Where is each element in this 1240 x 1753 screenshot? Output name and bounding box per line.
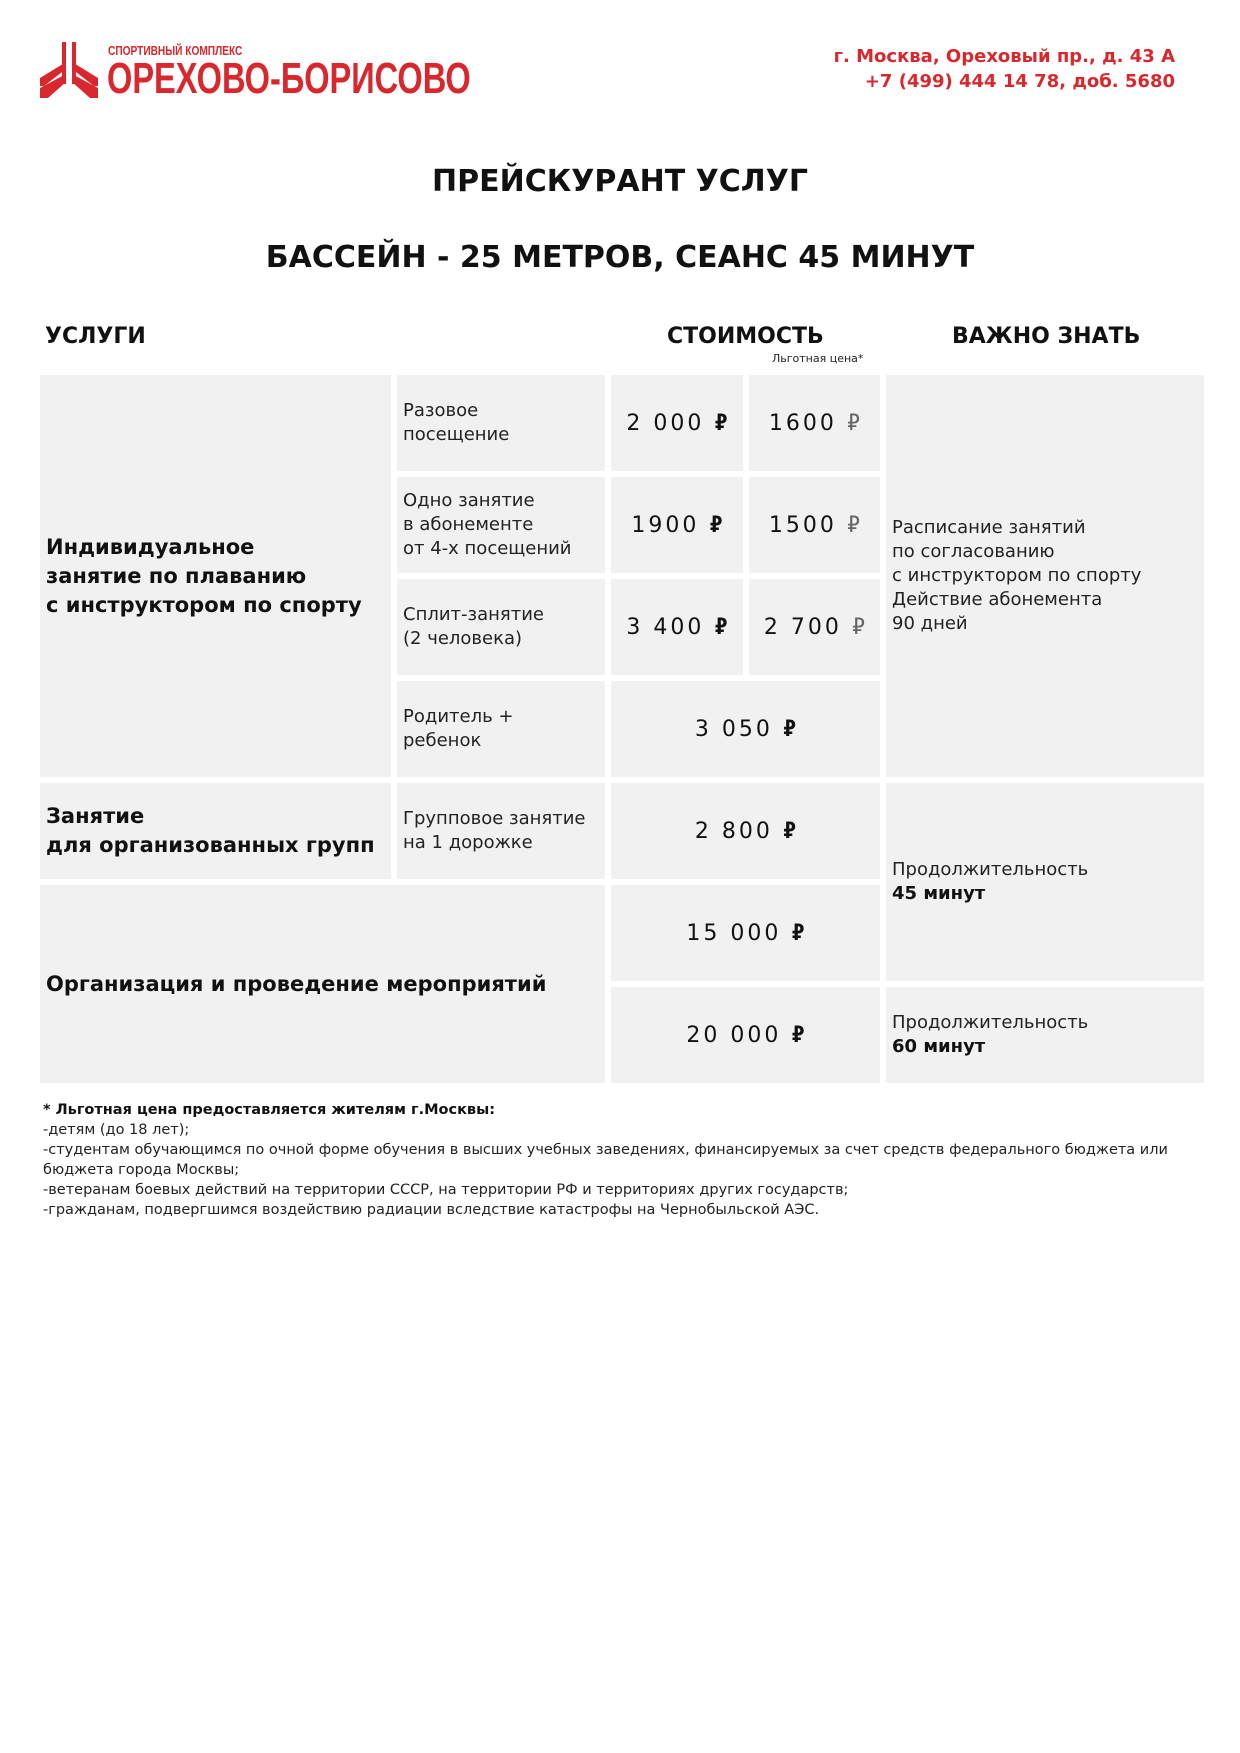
page-subtitle: БАССЕЙН - 25 МЕТРОВ, СЕАНС 45 МИНУТ — [265, 240, 975, 275]
column-header-important: ВАЖНО ЗНАТЬ — [952, 324, 1141, 349]
price: 3 400 — [626, 614, 705, 640]
service-name: Организация и проведение мероприятий — [46, 971, 547, 996]
price-cell — [611, 987, 880, 1083]
price: 1900 — [631, 512, 700, 538]
option-label: Сплит-занятие (2 человека) — [403, 604, 544, 649]
note-text: Расписание занятий по согласованию с инструктором по спорту Действие абонемента 90 дней — [892, 517, 1142, 634]
column-header-services: УСЛУГИ — [45, 324, 146, 349]
price: 20 000 — [686, 1022, 782, 1048]
rub-icon: ₽ — [714, 614, 728, 640]
footnote-item: -ветеранам боевых действий на территории СССР, на территории РФ и территориях других государств; — [43, 1182, 849, 1198]
note-cell — [886, 987, 1204, 1083]
option-cell — [397, 579, 605, 675]
duration-label: Продолжительность — [892, 1012, 1089, 1033]
service-name-cell — [40, 885, 605, 1083]
duration-value: 60 минут — [892, 1036, 986, 1057]
service-name-cell — [40, 375, 391, 777]
duration-label: Продолжительность — [892, 859, 1089, 880]
price: 2 000 — [626, 410, 705, 436]
option-label: Одно занятие в абонементе от 4-х посещений — [403, 490, 572, 559]
price-cell — [611, 375, 743, 471]
price: 3 050 — [694, 716, 773, 742]
logo-name: ОРЕХОВО-БОРИСОВО — [107, 54, 471, 103]
rub-icon: ₽ — [846, 410, 861, 436]
logo-kicker: СПОРТИВНЫЙ КОМПЛЕКС — [108, 43, 243, 58]
discount-price-caption: Льготная цена* — [772, 352, 864, 365]
rub-icon: ₽ — [714, 410, 728, 436]
note-cell — [886, 783, 1204, 981]
option-label: Родитель + ребенок — [403, 706, 514, 751]
footnote-item: -студентам обучающимся по очной форме обучения в высших учебных заведениях, финансируемых за счет средств федерального бюджета или бюджета города Москвы; — [43, 1142, 1168, 1178]
column-header-cost: СТОИМОСТЬ — [667, 324, 824, 349]
option-cell — [397, 477, 605, 573]
page-title: ПРЕЙСКУРАНТ УСЛУГ — [432, 164, 808, 199]
option-cell — [397, 783, 605, 879]
rub-icon: ₽ — [709, 512, 723, 538]
duration-value: 45 минут — [892, 883, 986, 904]
rub-icon: ₽ — [782, 716, 797, 742]
discount-price-cell — [749, 579, 880, 675]
logo-emblem-icon — [40, 42, 98, 100]
option-label: Групповое занятие на 1 дорожке — [403, 808, 586, 853]
footnote-item: -детям (до 18 лет); — [43, 1122, 190, 1138]
contact-block — [834, 44, 1175, 94]
discount-price: 1600 — [768, 410, 837, 436]
price: 2 800 — [694, 818, 773, 844]
service-name: Занятие для организованных групп — [46, 804, 375, 857]
price: 15 000 — [686, 920, 782, 946]
discount-price: 1500 — [768, 512, 837, 538]
rub-icon: ₽ — [791, 920, 805, 946]
service-name: Индивидуальное занятие по плаванию с инструктором по спорту — [46, 534, 362, 617]
rub-icon: ₽ — [782, 818, 797, 844]
option-cell — [397, 375, 605, 471]
address: г. Москва, Ореховый пр., д. 43 А — [833, 46, 1175, 67]
price-cell — [611, 783, 880, 879]
discount-price-cell — [749, 375, 880, 471]
footnote-item: -гражданам, подвергшимся воздействию радиации вследствие катастрофы на Чернобыльской АЭС. — [43, 1202, 820, 1218]
discount-price-cell — [749, 477, 880, 573]
footnote — [43, 1100, 1213, 1220]
option-cell — [397, 681, 605, 777]
service-name-cell — [40, 783, 391, 879]
phone: +7 (499) 444 14 78, доб. 5680 — [864, 71, 1175, 92]
price-cell — [611, 885, 880, 981]
rub-icon: ₽ — [791, 1022, 805, 1048]
rub-icon: ₽ — [851, 614, 866, 640]
price-cell — [611, 681, 880, 777]
discount-price: 2 700 — [763, 614, 842, 640]
footnote-heading: * Льготная цена предоставляется жителям г.Москвы: — [43, 1102, 496, 1118]
rub-icon: ₽ — [846, 512, 861, 538]
note-cell — [886, 375, 1204, 777]
price-cell — [611, 579, 743, 675]
option-label: Разовое посещение — [403, 400, 510, 445]
price-cell — [611, 477, 743, 573]
